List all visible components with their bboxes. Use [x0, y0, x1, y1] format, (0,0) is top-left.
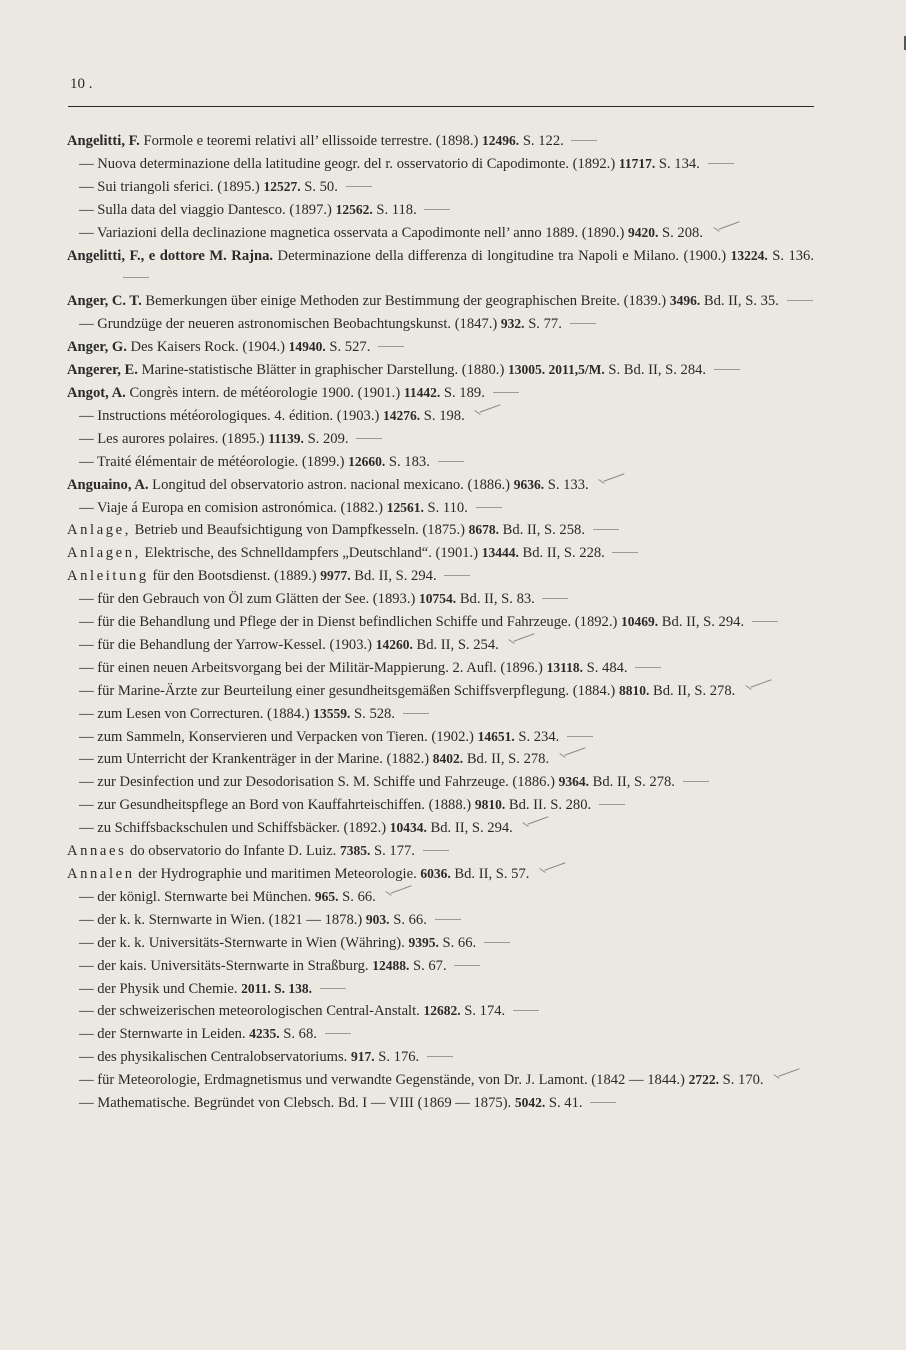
catalog-subentry	[66, 222, 814, 245]
dash-mark-icon	[787, 290, 813, 301]
entry-call-number: 8810.	[618, 682, 650, 698]
entry-call-number: 13118.	[546, 659, 583, 675]
catalog-subentry	[66, 176, 814, 199]
catalog-entry	[66, 840, 814, 863]
page-number: 10 .	[70, 76, 93, 92]
entry-call-number: 13224.	[730, 247, 768, 263]
entry-title: — zu Schiffsbackschulen und Schiffsbäcker. (1892.)	[79, 820, 387, 837]
entry-title: Elektrische, des Schnelldampfers „Deutschland“. (1901.)	[144, 545, 479, 562]
catalog-entries	[66, 130, 814, 1115]
catalog-subentry	[66, 497, 814, 520]
catalog-entry	[66, 519, 814, 542]
entry-call-number: 932.	[500, 316, 525, 332]
entry-call-number: 13559.	[313, 705, 351, 721]
catalog-subentry	[66, 909, 814, 932]
entry-location: S. 110.	[427, 499, 468, 516]
entry-call-number: 10754.	[419, 591, 457, 607]
catalog-entry	[66, 542, 814, 565]
entry-title: — der schweizerischen meteorologischen Central-Anstalt.	[79, 1003, 420, 1020]
entry-call-number: 4235.	[249, 1026, 280, 1042]
catalog-entry	[66, 863, 814, 886]
entry-call-number: 9977.	[320, 568, 351, 584]
entry-title: — Sui triangoli sferici. (1895.)	[79, 178, 260, 195]
catalog-entry	[66, 130, 814, 153]
catalog-subentry	[66, 748, 814, 771]
entry-title: — Traité élémentair de météorologie. (1899.)	[79, 453, 345, 470]
catalog-subentry	[66, 955, 814, 978]
dash-mark-icon	[123, 267, 149, 278]
entry-location: S. 41.	[548, 1095, 583, 1112]
dash-mark-icon	[708, 153, 734, 164]
entry-location: S. 136.	[772, 247, 814, 264]
entry-location: S. 68.	[283, 1026, 317, 1043]
entry-keyword: Annalen	[67, 866, 135, 882]
entry-title: — der k. k. Universitäts-Sternwarte in Wien (Währing).	[79, 934, 405, 951]
catalog-subentry	[66, 634, 814, 657]
checkmark-icon	[383, 887, 409, 897]
catalog-subentry	[66, 932, 814, 955]
entry-call-number: 5042.	[514, 1095, 546, 1111]
dash-mark-icon	[752, 611, 778, 622]
checkmark-icon	[711, 223, 737, 233]
catalog-entry	[66, 565, 814, 588]
entry-title: Des Kaisers Rock. (1904.)	[130, 339, 285, 356]
entry-title: — Viaje á Europa en comision astronómica. (1882.)	[79, 499, 384, 516]
entry-title: — Instructions météorologiques. 4. édition. (1903.)	[79, 407, 380, 424]
entry-title: — zum Unterricht der Krankenträger in der Marine. (1882.)	[79, 751, 430, 768]
entry-call-number: 3496.	[669, 293, 701, 309]
catalog-entry	[66, 336, 814, 359]
entry-location: S. 234.	[518, 728, 560, 745]
dash-mark-icon	[378, 336, 404, 347]
entry-call-number: 9810.	[474, 797, 506, 813]
entry-location: S. 208.	[662, 224, 703, 241]
entry-location: S. 174.	[464, 1003, 506, 1020]
dash-mark-icon	[476, 497, 502, 508]
entry-call-number: 12561.	[386, 499, 424, 515]
dash-mark-icon	[423, 840, 449, 851]
catalog-subentry	[66, 657, 814, 680]
dash-mark-icon	[599, 794, 625, 805]
catalog-subentry	[66, 703, 814, 726]
entry-title: — für Meteorologie, Erdmagnetismus und verwandte Gegenstände, von Dr. J. Lamont. (1842 — 1844.)	[79, 1072, 685, 1089]
entry-call-number: 14260.	[375, 636, 413, 652]
entry-call-number: 12496.	[482, 133, 520, 148]
entry-keyword: Anlagen,	[67, 545, 141, 562]
dash-mark-icon	[570, 313, 596, 324]
entry-call-number: 9364.	[558, 774, 589, 790]
catalog-subentry	[66, 611, 814, 634]
entry-location: Bd. II, S. 294.	[661, 614, 745, 631]
entry-location: Bd. II, S. 294.	[354, 568, 437, 585]
dash-mark-icon	[567, 726, 593, 737]
entry-call-number: 12527.	[263, 178, 301, 194]
catalog-subentry	[66, 886, 814, 909]
catalog-entry	[66, 245, 814, 291]
entry-title: — der Physik und Chemie.	[79, 980, 238, 997]
entry-keyword: Anleitung	[67, 568, 149, 585]
entry-call-number: 9636.	[513, 476, 545, 492]
catalog-subentry	[66, 428, 814, 451]
entry-location: S. 170.	[722, 1072, 764, 1089]
dash-mark-icon	[356, 428, 382, 439]
dash-mark-icon	[493, 382, 519, 393]
entry-author: Angelitti, F.	[67, 133, 140, 149]
entry-location: Bd. II, S. 278.	[652, 682, 736, 699]
entry-title: — Sulla data del viaggio Dantesco. (1897.)	[79, 201, 332, 218]
entry-author: Angelitti, F., e dottore M. Rajna.	[67, 247, 274, 264]
entry-title: do observatorio do Infante D. Luiz.	[130, 843, 337, 860]
entry-call-number: 14940.	[288, 339, 326, 355]
dash-mark-icon	[424, 199, 450, 210]
entry-call-number: 903.	[365, 911, 390, 927]
entry-location: S. 484.	[586, 659, 628, 676]
entry-location: S. 66.	[342, 888, 376, 905]
entry-location: S. 527.	[329, 339, 371, 356]
entry-title: — Les aurores polaires. (1895.)	[79, 430, 265, 447]
catalog-entry	[66, 290, 814, 313]
entry-title: — für einen neuen Arbeitsvorgang bei der Militär-Mappierung. 2. Aufl. (1896.)	[79, 659, 543, 676]
entry-location: Bd. II. S. 280.	[508, 797, 592, 814]
entry-location: Bd. II, S. 83.	[459, 591, 535, 608]
entry-location: S. 183.	[388, 453, 430, 470]
entry-title: — für Marine-Ärzte zur Beurteilung einer gesundheitsgemäßen Schiffsverpflegung. (1884.)	[79, 682, 616, 699]
entry-title: — Variazioni della declinazione magnetica osservata a Capodimonte nell’ anno 1889. (1890.)	[79, 224, 625, 241]
entry-call-number: 965.	[314, 888, 339, 904]
checkmark-icon	[520, 818, 546, 828]
entry-call-number: 12660.	[348, 453, 386, 469]
entry-title: Longitud del observatorio astron. nacional mexicano. (1886.)	[152, 476, 511, 493]
entry-title: Marine-statistische Blätter in graphischer Darstellung. (1880.)	[141, 362, 505, 379]
entry-location: S. 528.	[354, 705, 395, 722]
entry-title: Congrès intern. de météorologie 1900. (1901.)	[129, 384, 401, 401]
dash-mark-icon	[438, 451, 464, 462]
entry-title: — zum Sammeln, Konservieren und Verpacken von Tieren. (1902.)	[79, 728, 474, 745]
dash-mark-icon	[403, 703, 429, 714]
entry-author: Anger, C. T.	[67, 293, 142, 310]
catalog-subentry	[66, 451, 814, 474]
dash-mark-icon	[435, 909, 461, 920]
entry-title: — der k. k. Sternwarte in Wien. (1821 — 1878.)	[79, 911, 363, 928]
entry-call-number: 10434.	[389, 820, 427, 836]
catalog-subentry	[66, 1092, 814, 1115]
entry-title: Determinazione della differenza di longitudine tra Napoli e Milano. (1900.)	[277, 247, 727, 264]
catalog-subentry	[66, 726, 814, 749]
entry-call-number: 12488.	[372, 957, 410, 973]
dash-mark-icon	[454, 955, 480, 966]
checkmark-icon	[557, 749, 583, 759]
catalog-subentry	[66, 1069, 814, 1092]
checkmark-icon	[596, 475, 622, 485]
checkmark-icon	[743, 681, 769, 691]
entry-author: Anger, G.	[67, 339, 127, 356]
entry-call-number: 9395.	[408, 934, 439, 950]
dash-mark-icon	[593, 519, 619, 530]
catalog-subentry	[66, 588, 814, 611]
entry-author: Angerer, E.	[67, 362, 138, 379]
catalog-subentry	[66, 771, 814, 794]
entry-location: Bd. II, S. 258.	[502, 522, 585, 539]
catalog-subentry	[66, 794, 814, 817]
entry-title: — der kais. Universitäts-Sternwarte in Straßburg.	[79, 957, 369, 974]
entry-title: Formole e teoremi relativi all’ ellissoide terrestre. (1898.)	[143, 133, 479, 149]
catalog-subentry	[66, 1046, 814, 1069]
entry-location: S. 66.	[442, 934, 477, 951]
entry-call-number: 11442.	[403, 384, 441, 400]
catalog-entry	[66, 359, 814, 382]
entry-location: S. 209.	[307, 430, 349, 447]
catalog-subentry	[66, 978, 814, 1001]
entry-call-number: 917.	[350, 1049, 375, 1065]
entry-call-number: 12562.	[335, 201, 373, 217]
catalog-subentry	[66, 405, 814, 428]
dash-mark-icon	[683, 771, 709, 782]
entry-location: Bd. II, S. 35.	[703, 293, 779, 310]
entry-title: — des physikalischen Centralobservatoriums.	[79, 1049, 348, 1066]
entry-call-number: 13005. 2011,5/M.	[507, 362, 605, 378]
entry-author: Anguaino, A.	[67, 476, 149, 493]
dash-mark-icon	[635, 657, 661, 668]
entry-title: — Grundzüge der neueren astronomischen Beobachtungskunst. (1847.)	[79, 316, 498, 333]
catalog-subentry	[66, 313, 814, 336]
catalog-subentry	[66, 1000, 814, 1023]
entry-call-number: 2722.	[688, 1072, 719, 1088]
entry-title: Betrieb und Beaufsichtigung von Dampfkesseln. (1875.)	[134, 522, 465, 539]
entry-title: — zum Lesen von Correcturen. (1884.)	[79, 705, 310, 722]
entry-location: Bd. II, S. 254.	[416, 636, 499, 653]
entry-call-number: 8678.	[468, 522, 500, 538]
entry-call-number: 8402.	[432, 751, 464, 767]
entry-call-number: 13444.	[481, 545, 519, 561]
entry-author: Angot, A.	[67, 384, 126, 401]
entry-location: S. 50.	[304, 178, 338, 195]
entry-location: S. 176.	[378, 1049, 420, 1066]
entry-title: — für den Gebrauch von Öl zum Glätten der See. (1893.)	[79, 591, 416, 608]
dash-mark-icon	[590, 1092, 616, 1103]
entry-location: S. 134.	[658, 155, 700, 172]
catalog-subentry	[66, 199, 814, 222]
entry-call-number: 11139.	[268, 430, 304, 446]
entry-location: Bd. II, S. 228.	[522, 545, 605, 562]
entry-title: — der Sternwarte in Leiden.	[79, 1026, 246, 1043]
dash-mark-icon	[444, 565, 470, 576]
entry-call-number: 11717.	[618, 155, 656, 171]
entry-location: Bd. II, S. 278.	[466, 751, 550, 768]
entry-title: der Hydrographie und maritimen Meteorologie.	[138, 866, 417, 882]
entry-title: — zur Desinfection und zur Desodorisation S. M. Schiffe und Fahrzeuge. (1886.)	[79, 774, 555, 791]
checkmark-icon	[472, 406, 498, 416]
entry-keyword: Annaes	[67, 843, 127, 860]
entry-location: S. 189.	[443, 384, 485, 401]
checkmark-icon	[537, 864, 563, 874]
catalog-subentry	[66, 817, 814, 840]
entry-title: — Mathematische. Begründet von Clebsch. Bd. I — VIII (1869 — 1875).	[79, 1095, 512, 1112]
catalog-entry	[66, 382, 814, 405]
entry-location: S. Bd. II, S. 284.	[608, 362, 707, 379]
entry-location: Bd. II, S. 294.	[430, 820, 513, 837]
entry-title: für den Bootsdienst. (1889.)	[152, 568, 317, 585]
entry-location: S. 133.	[547, 476, 589, 493]
entry-location: S. 122.	[522, 133, 564, 149]
dash-mark-icon	[714, 359, 740, 370]
entry-call-number: 7385.	[339, 843, 371, 859]
catalog-subentry	[66, 153, 814, 176]
dash-mark-icon	[542, 588, 568, 599]
entry-location: S. 66.	[393, 911, 427, 928]
dash-mark-icon	[346, 176, 372, 187]
entry-title: Bemerkungen über einige Methoden zur Bestimmung der geographischen Breite. (1839.)	[145, 293, 667, 310]
checkmark-icon	[771, 1070, 797, 1080]
entry-location: S. 118.	[376, 201, 417, 218]
header-rule	[68, 106, 814, 107]
entry-location: S. 198.	[423, 407, 465, 424]
entry-location: Bd. II, S. 57.	[454, 866, 530, 882]
entry-title: — Nuova determinazione della latitudine geogr. del r. osservatorio di Capodimonte. (1892.)	[79, 155, 616, 172]
entry-call-number: 14651.	[477, 728, 515, 744]
entry-keyword: Anlage,	[67, 522, 131, 539]
entry-call-number: 2011. S. 138.	[241, 980, 313, 996]
dash-mark-icon	[427, 1046, 453, 1057]
entry-call-number: 9420.	[627, 224, 659, 240]
catalog-subentry	[66, 680, 814, 703]
dash-mark-icon	[513, 1000, 539, 1011]
dash-mark-icon	[320, 978, 346, 989]
entry-call-number: 10469.	[621, 614, 659, 630]
catalog-subentry	[66, 1023, 814, 1046]
entry-call-number: 6036.	[420, 866, 451, 881]
entry-title: — für die Behandlung der Yarrow-Kessel. (1903.)	[79, 636, 373, 653]
dash-mark-icon	[484, 932, 510, 943]
entry-location: S. 177.	[374, 843, 415, 860]
entry-title: — für die Behandlung und Pflege der in Dienst befindlichen Schiffe und Fahrzeuge. (1892.)	[79, 614, 618, 631]
catalog-entry	[66, 474, 814, 497]
entry-location: Bd. II, S. 278.	[592, 774, 675, 791]
entry-title: — zur Gesundheitspflege an Bord von Kauffahrteischiffen. (1888.)	[79, 797, 472, 814]
dash-mark-icon	[571, 130, 597, 141]
entry-location: S. 67.	[412, 957, 447, 974]
dash-mark-icon	[612, 542, 638, 553]
entry-call-number: 12682.	[423, 1003, 461, 1019]
entry-title: — der königl. Sternwarte bei München.	[79, 888, 312, 905]
dash-mark-icon	[325, 1023, 351, 1034]
entry-call-number: 14276.	[383, 407, 421, 423]
checkmark-icon	[506, 635, 532, 645]
entry-location: S. 77.	[528, 316, 562, 333]
